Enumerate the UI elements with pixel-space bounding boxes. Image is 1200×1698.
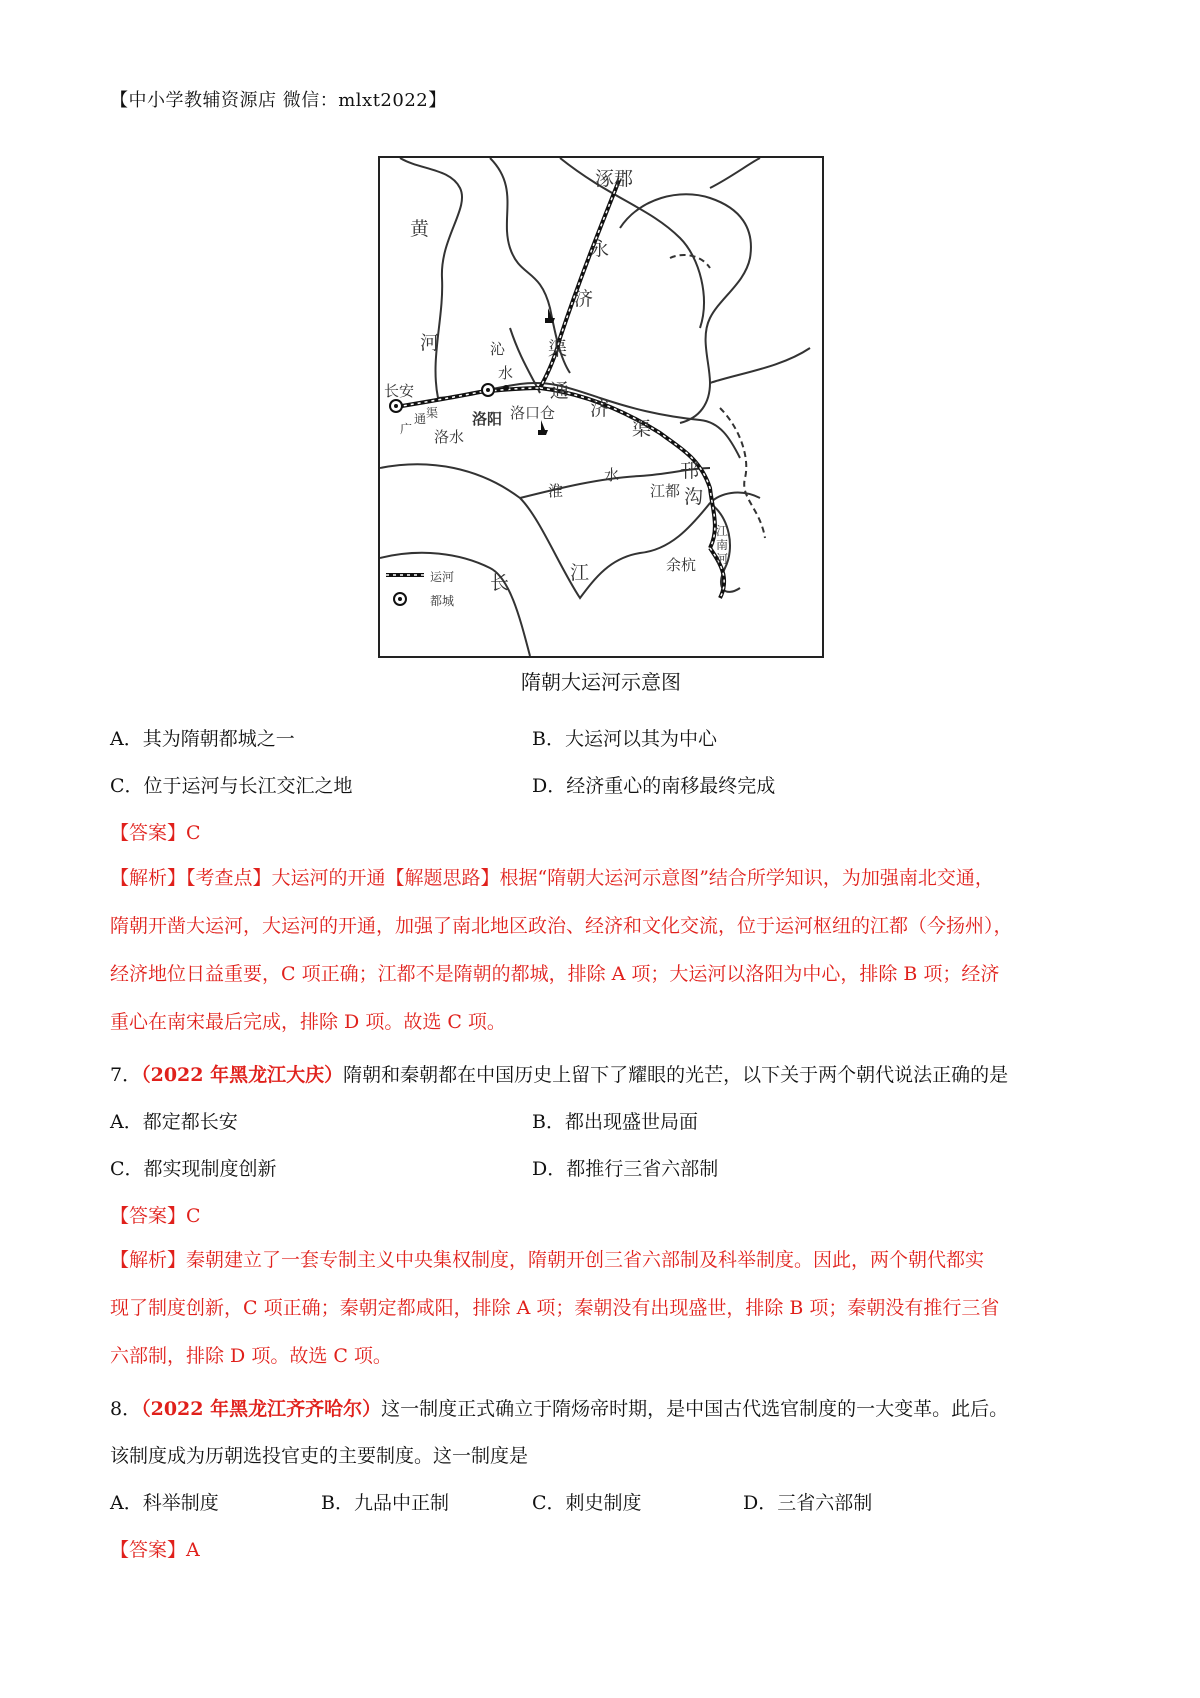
label-jiangdu: 江都 bbox=[650, 482, 681, 500]
q6-analysis-line: 经济地位日益重要，C 项正确；江都不是隋朝的都城，排除 A 项；大运河以洛阳为中心，排除 B 项；经济 bbox=[110, 963, 1000, 985]
q7-stem-text: 隋朝和秦朝都在中国历史上留下了耀眼的光芒，以下关于两个朝代说法正确的是 bbox=[343, 1064, 1009, 1086]
q8-option-d: D．三省六部制 bbox=[743, 1492, 873, 1514]
q7-answer bbox=[110, 1201, 201, 1228]
label-changan: 长安 bbox=[384, 382, 415, 400]
old-coast-dashed-2 bbox=[720, 408, 765, 538]
map-title: 隋朝大运河示意图 bbox=[521, 670, 681, 694]
map-legend bbox=[386, 575, 424, 605]
legend-canal-label: 运河 bbox=[430, 570, 455, 584]
label-yuhang: 余杭 bbox=[666, 556, 697, 574]
q7-answer-label: 【答案】 bbox=[110, 1205, 187, 1227]
label-luoshui: 洛水 bbox=[434, 428, 465, 446]
q7-analysis-line: 【解析】秦朝建立了一套专制主义中央集权制度，隋朝开创三省六部制及科举制度。因此，两个朝代都实 bbox=[110, 1249, 985, 1271]
label-qu1: 渠 bbox=[548, 338, 568, 360]
q8-number: 8． bbox=[110, 1398, 142, 1420]
legend-capital-label: 都城 bbox=[430, 594, 455, 608]
q7-option-a: A．都定都长安 bbox=[110, 1111, 238, 1133]
label-he: 河 bbox=[420, 332, 440, 354]
label-huang: 黄 bbox=[410, 218, 430, 240]
q8-answer-label: 【答案】 bbox=[110, 1539, 187, 1561]
q6-analysis-line: 【解析】【考查点】大运河的开通【解题思路】根据“隋朝大运河示意图”结合所学知识，为加强南北交通， bbox=[110, 867, 994, 889]
granary-marker bbox=[503, 385, 509, 391]
q8-option-c: C．刺史制度 bbox=[532, 1492, 642, 1514]
q6-option-b: B．大运河以其为中心 bbox=[532, 728, 717, 750]
yellow-river-upper bbox=[400, 158, 462, 398]
label-jiang: 江 bbox=[570, 562, 590, 584]
label-gou: 沟 bbox=[684, 486, 704, 508]
yangtze-delta bbox=[710, 493, 760, 503]
q6-answer-value: C bbox=[186, 822, 201, 844]
label-ji1: 济 bbox=[574, 288, 594, 310]
label-zhuojun: 涿郡 bbox=[595, 168, 634, 190]
label-ji2: 济 bbox=[590, 398, 610, 420]
q6-option-a: A．其为隋朝都城之一 bbox=[110, 728, 295, 750]
q8-answer-value: A bbox=[186, 1539, 200, 1561]
bohai-coast bbox=[620, 194, 751, 423]
q6-option-c: C．位于运河与长江交汇之地 bbox=[110, 775, 353, 797]
sui-canal-map bbox=[378, 156, 824, 658]
q6-analysis bbox=[110, 854, 1100, 1046]
page-header: 【中小学教辅资源店 微信：mlxt2022】 bbox=[110, 90, 447, 111]
label-huai: 淮 bbox=[548, 482, 564, 500]
q8-source: （2022 年黑龙江齐齐哈尔） bbox=[141, 1398, 382, 1420]
q7-option-c: C．都实现制度创新 bbox=[110, 1158, 277, 1180]
q8-answer bbox=[110, 1535, 200, 1562]
q8-stem bbox=[110, 1394, 1008, 1421]
label-tong1: 通 bbox=[414, 412, 427, 426]
q6-option-d: D．经济重心的南移最终完成 bbox=[532, 775, 776, 797]
label-shui1: 水 bbox=[498, 364, 514, 382]
q7-source: （2022 年黑龙江大庆） bbox=[141, 1064, 344, 1086]
q6-analysis-line: 重心在南宋最后完成，排除 D 项。故选 C 项。 bbox=[110, 1011, 506, 1033]
old-coast-dashed bbox=[670, 255, 710, 268]
liaodong bbox=[710, 158, 760, 188]
label-qu2: 渠 bbox=[426, 406, 439, 420]
label-qu3: 渠 bbox=[632, 418, 652, 440]
q8-stem-2: 该制度成为历朝选投官吏的主要制度。这一制度是 bbox=[110, 1445, 529, 1467]
label-luokoucang: 洛口仓 bbox=[510, 404, 556, 422]
q6-answer bbox=[110, 818, 201, 845]
label-tong2: 通 bbox=[550, 380, 570, 402]
label-guang: 广 bbox=[400, 422, 413, 436]
q8-option-a: A．科举制度 bbox=[110, 1492, 219, 1514]
label-yong: 永 bbox=[590, 238, 610, 260]
q7-stem bbox=[110, 1060, 1008, 1087]
q6-analysis-line: 隋朝开凿大运河，大运河的开通，加强了南北地区政治、经济和文化交流，位于运河枢纽的江都（今扬州）， bbox=[110, 915, 1013, 937]
q6-answer-label: 【答案】 bbox=[110, 822, 187, 844]
label-chang: 长 bbox=[490, 572, 510, 594]
q7-analysis-line: 现了制度创新，C 项正确；秦朝定都咸阳，排除 A 项；秦朝没有出现盛世，排除 B 项；秦朝没有推行三省 bbox=[110, 1297, 1000, 1319]
q7-analysis bbox=[110, 1236, 1100, 1380]
label-jiangnanhe: 江南河 bbox=[716, 524, 729, 566]
q7-analysis-line: 六部制，排除 D 项。故选 C 项。 bbox=[110, 1345, 392, 1367]
q7-number: 7． bbox=[110, 1064, 142, 1086]
q8-option-b: B．九品中正制 bbox=[321, 1492, 449, 1514]
label-luoyang: 洛阳 bbox=[472, 410, 503, 428]
label-han: 邗 bbox=[680, 460, 700, 482]
q8-stem-text: 这一制度正式确立于隋炀帝时期，是中国古代选官制度的一大变革。此后。 bbox=[381, 1398, 1009, 1420]
label-shui2: 水 bbox=[604, 466, 620, 484]
shandong-coast bbox=[710, 348, 810, 383]
q7-answer-value: C bbox=[186, 1205, 201, 1227]
q7-option-d: D．都推行三省六部制 bbox=[532, 1158, 719, 1180]
q7-option-b: B．都出现盛世局面 bbox=[532, 1111, 698, 1133]
label-qin: 沁 bbox=[490, 340, 506, 358]
